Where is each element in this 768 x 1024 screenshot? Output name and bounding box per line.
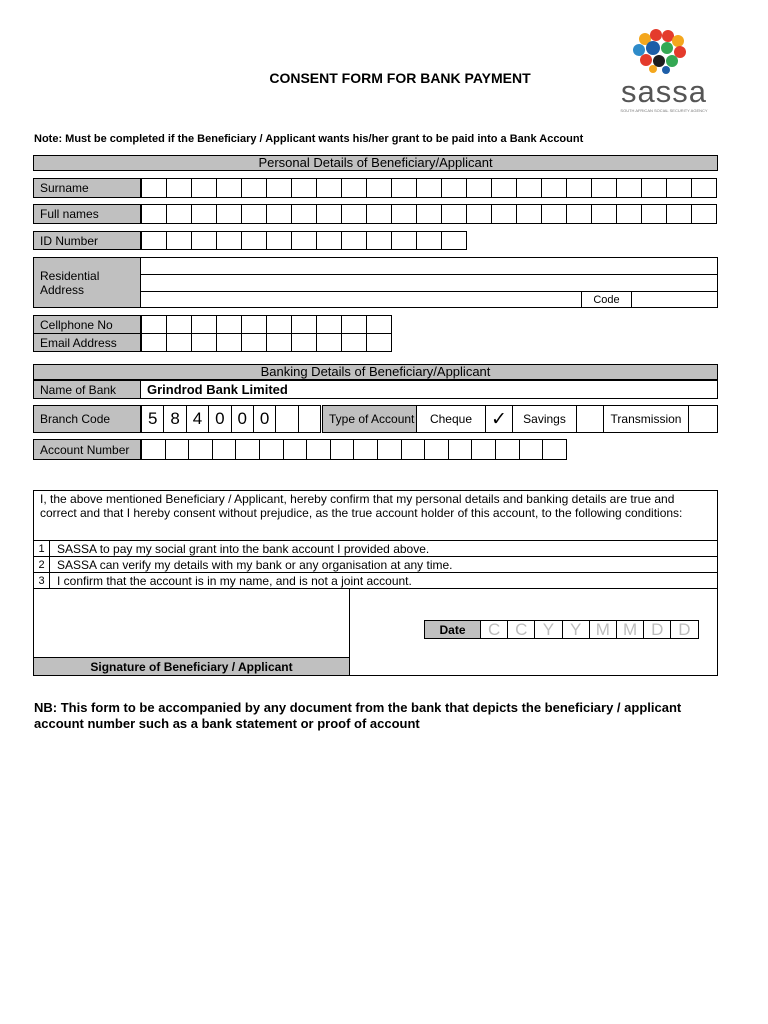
char-box[interactable] <box>541 204 567 224</box>
surname-boxes[interactable] <box>141 178 718 198</box>
char-box[interactable] <box>377 439 402 460</box>
char-box[interactable] <box>316 333 342 352</box>
char-box[interactable] <box>441 204 467 224</box>
char-box[interactable] <box>353 439 378 460</box>
account-type-label: Type of Account <box>322 405 417 433</box>
email-boxes[interactable] <box>141 333 388 352</box>
char-box[interactable] <box>191 333 217 352</box>
char-box[interactable] <box>416 231 442 250</box>
bank-name-label: Name of Bank <box>33 380 141 399</box>
char-box[interactable] <box>291 231 317 250</box>
date-box[interactable]: C <box>480 620 508 639</box>
date-label: Date <box>424 620 481 639</box>
char-box[interactable] <box>516 204 542 224</box>
signature-area[interactable] <box>33 588 350 658</box>
char-box[interactable] <box>391 204 417 224</box>
char-box[interactable] <box>495 439 520 460</box>
form-title: CONSENT FORM FOR BANK PAYMENT <box>269 70 531 86</box>
account-number-boxes[interactable] <box>141 439 548 460</box>
char-box[interactable] <box>616 204 642 224</box>
personal-details-heading: Personal Details of Beneficiary/Applicant <box>33 155 718 171</box>
char-box[interactable] <box>216 315 242 334</box>
cheque-checkbox[interactable]: ✓ <box>485 405 513 433</box>
email-label: Email Address <box>33 333 141 352</box>
branch-code-digit[interactable]: 8 <box>163 405 186 433</box>
char-box[interactable] <box>266 204 292 224</box>
banking-details-heading: Banking Details of Beneficiary/Applicant <box>33 364 718 380</box>
char-box[interactable] <box>542 439 567 460</box>
char-box[interactable] <box>341 204 367 224</box>
nb-note: NB: This form to be accompanied by any document from the bank that depicts the beneficiary / applicant account number such as a bank statement or proof of account <box>34 700 682 731</box>
char-box[interactable] <box>491 178 517 198</box>
char-box[interactable] <box>266 178 292 198</box>
cellphone-label: Cellphone No <box>33 315 141 334</box>
char-box[interactable] <box>283 439 308 460</box>
char-box[interactable] <box>216 333 242 352</box>
char-box[interactable] <box>491 204 517 224</box>
char-box[interactable] <box>216 178 242 198</box>
char-box[interactable] <box>166 315 192 334</box>
char-box[interactable] <box>466 178 492 198</box>
surname-label: Surname <box>33 178 141 198</box>
char-box[interactable] <box>641 204 667 224</box>
date-box[interactable]: M <box>616 620 644 639</box>
char-box[interactable] <box>241 204 267 224</box>
char-box[interactable] <box>165 439 190 460</box>
char-box[interactable] <box>141 439 166 460</box>
char-box[interactable] <box>241 333 267 352</box>
branch-code-digit[interactable]: 5 <box>141 405 164 433</box>
char-box[interactable] <box>141 178 167 198</box>
char-box[interactable] <box>448 439 473 460</box>
condition-number: 2 <box>33 556 50 573</box>
id-number-label: ID Number <box>33 231 141 250</box>
char-box[interactable] <box>471 439 496 460</box>
char-box[interactable] <box>141 333 167 352</box>
char-box[interactable] <box>241 315 267 334</box>
char-box[interactable] <box>441 178 467 198</box>
char-box[interactable] <box>391 231 417 250</box>
char-box[interactable] <box>212 439 237 460</box>
condition-number: 1 <box>33 540 50 557</box>
date-box[interactable]: D <box>643 620 671 639</box>
char-box[interactable] <box>366 178 392 198</box>
char-box[interactable] <box>330 439 355 460</box>
char-box[interactable] <box>235 439 260 460</box>
char-box[interactable] <box>291 204 317 224</box>
char-box[interactable] <box>666 204 692 224</box>
char-box[interactable] <box>616 178 642 198</box>
code-field[interactable] <box>631 291 718 308</box>
condition-text: I confirm that the account is in my name, and is not a joint account. <box>49 572 718 589</box>
char-box[interactable] <box>441 231 467 250</box>
char-box[interactable] <box>566 178 592 198</box>
branch-code-label: Branch Code <box>33 405 141 433</box>
char-box[interactable] <box>666 178 692 198</box>
char-box[interactable] <box>266 231 292 250</box>
char-box[interactable] <box>366 315 392 334</box>
branch-code-digit[interactable]: 4 <box>186 405 209 433</box>
date-box[interactable]: Y <box>562 620 590 639</box>
branch-code-digit[interactable] <box>275 405 298 433</box>
char-box[interactable] <box>291 333 317 352</box>
savings-label: Savings <box>512 405 577 433</box>
char-box[interactable] <box>266 315 292 334</box>
char-box[interactable] <box>316 178 342 198</box>
branch-code-digit[interactable] <box>298 405 321 433</box>
char-box[interactable] <box>519 439 544 460</box>
char-box[interactable] <box>216 204 242 224</box>
char-box[interactable] <box>341 178 367 198</box>
consent-statement: I, the above mentioned Beneficiary / Applicant, hereby confirm that my personal details and banking details are true and correct and that I hereby consent without prejudice, as the true account holder of this account, to the following conditions: <box>33 490 718 541</box>
condition-text: SASSA to pay my social grant into the bank account I provided above. <box>49 540 718 557</box>
char-box[interactable] <box>266 333 292 352</box>
sassa-logo-text: sassa <box>621 74 707 109</box>
sassa-logo-subtitle: SOUTH AFRICAN SOCIAL SECURITY AGENCY <box>620 108 708 113</box>
char-box[interactable] <box>341 231 367 250</box>
char-box[interactable] <box>166 333 192 352</box>
date-boxes[interactable] <box>480 620 698 639</box>
char-box[interactable] <box>691 204 717 224</box>
address-label: Residential Address <box>33 257 141 308</box>
char-box[interactable] <box>591 178 617 198</box>
transmission-checkbox[interactable] <box>688 405 718 433</box>
char-box[interactable] <box>541 178 567 198</box>
fullnames-label: Full names <box>33 204 141 224</box>
cellphone-boxes[interactable] <box>141 315 388 334</box>
char-box[interactable] <box>516 178 542 198</box>
code-label: Code <box>581 291 632 308</box>
date-box[interactable]: M <box>589 620 617 639</box>
char-box[interactable] <box>306 439 331 460</box>
signature-label: Signature of Beneficiary / Applicant <box>33 657 350 676</box>
char-box[interactable] <box>216 231 242 250</box>
char-box[interactable] <box>316 315 342 334</box>
char-box[interactable] <box>416 178 442 198</box>
char-box[interactable] <box>166 204 192 224</box>
char-box[interactable] <box>291 178 317 198</box>
char-box[interactable] <box>366 333 392 352</box>
char-box[interactable] <box>341 333 367 352</box>
char-box[interactable] <box>141 231 167 250</box>
char-box[interactable] <box>166 231 192 250</box>
char-box[interactable] <box>691 178 717 198</box>
char-box[interactable] <box>341 315 367 334</box>
char-box[interactable] <box>141 315 167 334</box>
date-box[interactable]: Y <box>534 620 562 639</box>
account-number-label: Account Number <box>33 439 141 460</box>
char-box[interactable] <box>191 204 217 224</box>
cheque-label: Cheque <box>416 405 486 433</box>
savings-checkbox[interactable] <box>576 405 604 433</box>
form-note: Note: Must be completed if the Beneficiary / Applicant wants his/her grant to be paid into a Bank Account <box>34 133 584 145</box>
char-box[interactable] <box>241 231 267 250</box>
id-number-boxes[interactable] <box>141 231 463 250</box>
branch-code-boxes[interactable] <box>141 405 323 433</box>
char-box[interactable] <box>591 204 617 224</box>
condition-number: 3 <box>33 572 50 589</box>
char-box[interactable] <box>401 439 426 460</box>
char-box[interactable] <box>416 204 442 224</box>
char-box[interactable] <box>291 315 317 334</box>
char-box[interactable] <box>166 178 192 198</box>
char-box[interactable] <box>366 231 392 250</box>
char-box[interactable] <box>188 439 213 460</box>
char-box[interactable] <box>191 178 217 198</box>
fullnames-boxes[interactable] <box>141 204 718 224</box>
address-line-1[interactable] <box>140 257 718 275</box>
char-box[interactable] <box>191 231 217 250</box>
date-box[interactable]: C <box>507 620 535 639</box>
condition-text: SASSA can verify my details with my bank or any organisation at any time. <box>49 556 718 573</box>
address-line-3[interactable] <box>140 291 582 308</box>
char-box[interactable] <box>191 315 217 334</box>
transmission-label: Transmission <box>603 405 689 433</box>
branch-code-digit[interactable]: 0 <box>253 405 276 433</box>
address-line-2[interactable] <box>140 274 718 292</box>
char-box[interactable] <box>391 178 417 198</box>
char-box[interactable] <box>366 204 392 224</box>
char-box[interactable] <box>424 439 449 460</box>
char-box[interactable] <box>316 231 342 250</box>
char-box[interactable] <box>641 178 667 198</box>
char-box[interactable] <box>466 204 492 224</box>
date-box[interactable]: D <box>670 620 698 639</box>
branch-code-digit[interactable]: 0 <box>231 405 254 433</box>
char-box[interactable] <box>141 204 167 224</box>
char-box[interactable] <box>241 178 267 198</box>
char-box[interactable] <box>259 439 284 460</box>
branch-code-digit[interactable]: 0 <box>208 405 231 433</box>
char-box[interactable] <box>316 204 342 224</box>
bank-name-value[interactable]: Grindrod Bank Limited <box>140 380 718 399</box>
char-box[interactable] <box>566 204 592 224</box>
